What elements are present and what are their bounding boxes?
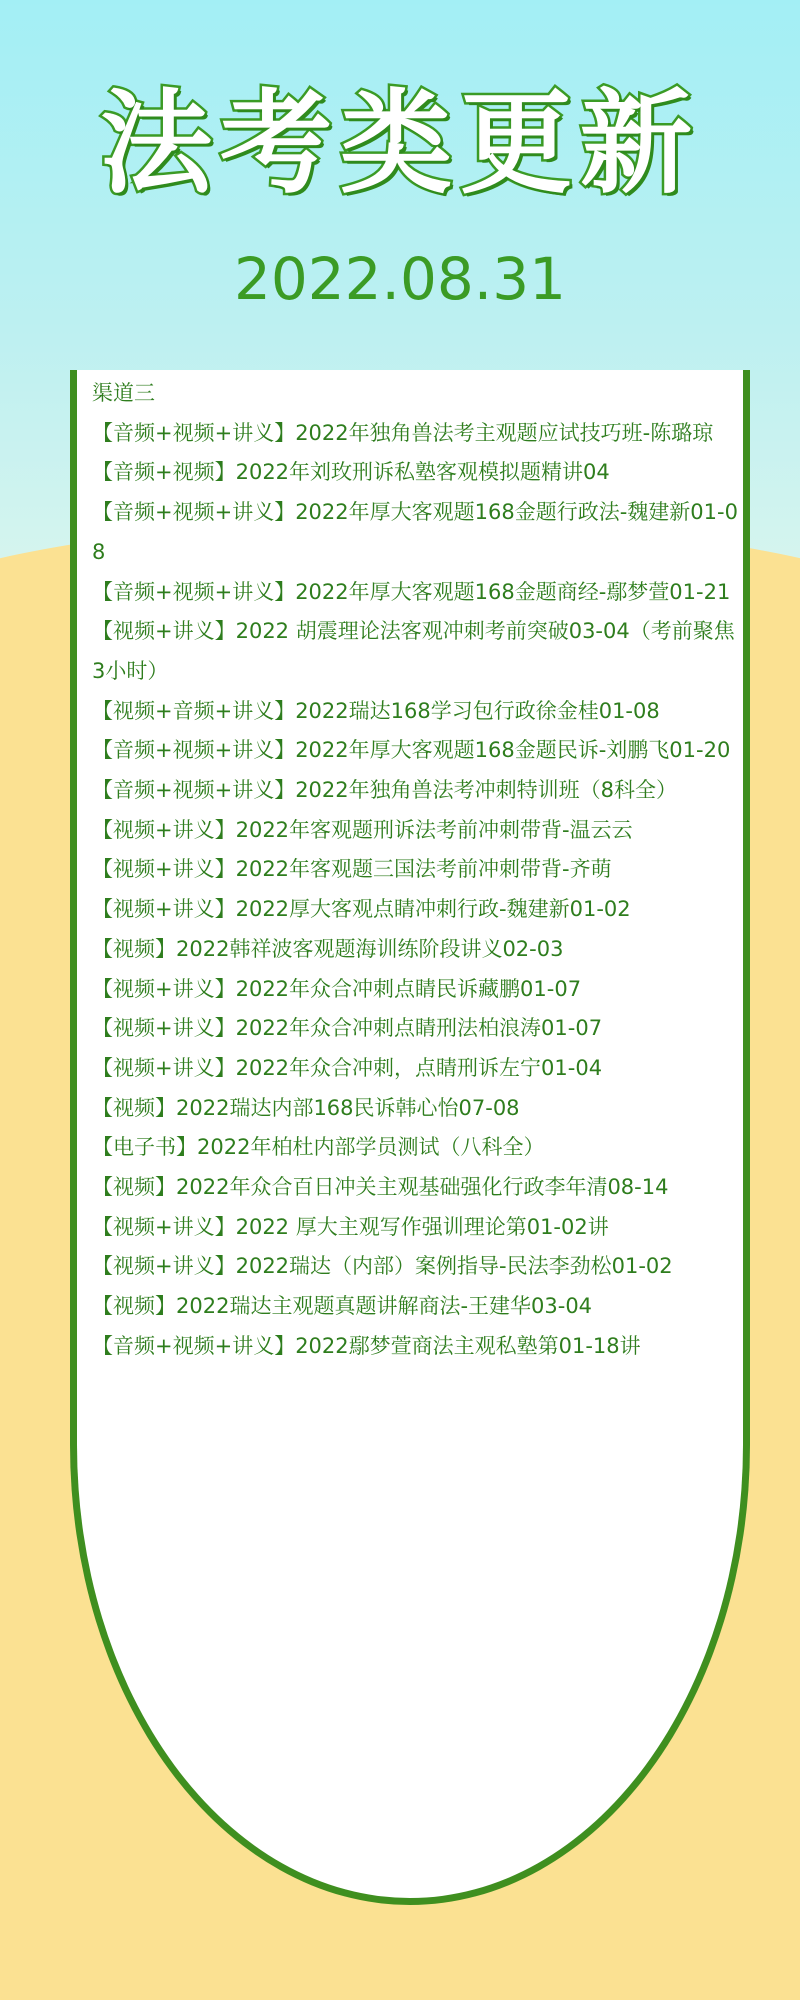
- list-item: 【音频+视频+讲义】2022年独角兽法考冲刺特训班（8科全）: [92, 778, 677, 803]
- list-item: 【音频+视频+讲义】2022年厚大客观题168金题民诉-刘鹏飞01-20: [92, 738, 731, 763]
- list-item: 【视频+讲义】2022年众合冲刺，点睛刑诉左宁01-04: [92, 1055, 603, 1080]
- list-item: 【音频+视频+讲义】2022年厚大客观题168金题行政法-魏建新01-08: [92, 500, 738, 564]
- list-item: 【视频+讲义】2022 胡震理论法客观冲刺考前突破03-04（考前聚焦3小时）: [92, 619, 735, 683]
- list-item: 【视频+讲义】2022年客观题三国法考前冲刺带背-齐萌: [92, 857, 612, 882]
- list-item: 【视频+讲义】2022年众合冲刺点睛民诉藏鹏01-07: [92, 976, 582, 1001]
- list-item: 【电子书】2022年柏杜内部学员测试（八科全）: [92, 1135, 545, 1160]
- list-item: 【视频+讲义】2022瑞达（内部）案例指导-民法李劲松01-02: [92, 1254, 673, 1279]
- list-item: 【视频+讲义】2022年众合冲刺点睛刑法柏浪涛01-07: [92, 1016, 603, 1041]
- list-item: 【音频+视频+讲义】2022年厚大客观题168金题商经-鄢梦萱01-21: [92, 579, 731, 604]
- list-item: 【视频】2022瑞达主观题真题讲解商法-王建华03-04: [92, 1294, 593, 1319]
- list-item: 【音频+视频+讲义】2022年独角兽法考主观题应试技巧班-陈璐琼: [92, 420, 714, 445]
- list-item: 【视频+讲义】2022年客观题刑诉法考前冲刺带背-温云云: [92, 817, 633, 842]
- update-date: 2022.08.31: [233, 245, 567, 313]
- page-title: 法考类更新: [100, 79, 700, 209]
- list-item: 【视频】2022年众合百日冲关主观基础强化行政李年清08-14: [92, 1175, 669, 1200]
- update-list: [92, 374, 740, 1367]
- list-item: 【视频+音频+讲义】2022瑞达168学习包行政徐金桂01-08: [92, 698, 660, 723]
- list-item: 【音频+视频+讲义】2022鄢梦萱商法主观私塾第01-18讲: [92, 1333, 641, 1358]
- list-item: 【视频】2022瑞达内部168民诉韩心怡07-08: [92, 1095, 520, 1120]
- list-item: 【音频+视频】2022年刘玫刑诉私塾客观模拟题精讲04: [92, 460, 610, 485]
- list-item: 【视频+讲义】2022厚大客观点睛冲刺行政-魏建新01-02: [92, 897, 631, 922]
- list-item: 【视频+讲义】2022 厚大主观写作强训理论第01-02讲: [92, 1214, 609, 1239]
- list-item: 【视频】2022韩祥波客观题海训练阶段讲义02-03: [92, 936, 564, 961]
- list-item: 渠道三: [92, 381, 155, 405]
